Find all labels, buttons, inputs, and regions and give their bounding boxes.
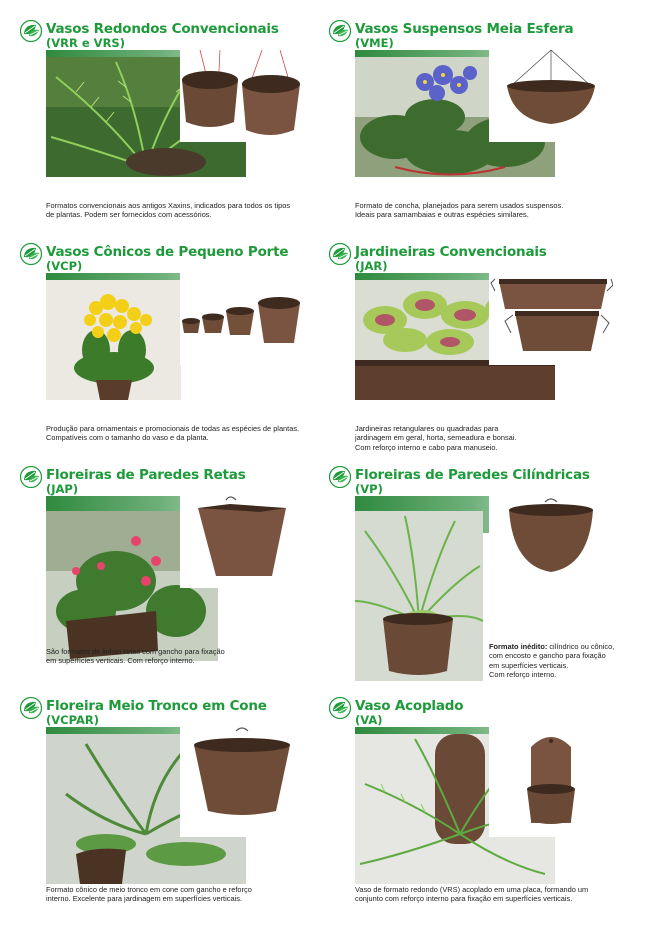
product-photo-cylindrical-wall-planter (489, 496, 613, 588)
product-title: Vaso Acoplado (355, 698, 464, 714)
product-card-vme (355, 20, 647, 230)
product-title: Floreiras de Paredes Retas (46, 467, 246, 483)
leaf-logo-icon (329, 466, 351, 488)
product-description: Vaso de formato redondo (VRS) acoplado em uma placa, formando um conjunto com reforço interno para fixação em superfícies verticais. (355, 885, 589, 904)
product-code: (VP) (355, 482, 383, 496)
product-card-va (355, 697, 647, 907)
product-code: (VCP) (46, 259, 83, 273)
product-photo-hanging-bowl (489, 50, 613, 142)
leaf-logo-icon (20, 243, 42, 265)
leaf-logo-icon (20, 697, 42, 719)
product-photo-round-pots (180, 50, 304, 142)
product-card-vrr (46, 20, 346, 230)
product-description: Formato inédito: cilíndrico ou cônico, com encosto e gancho para fixação em superfícies verticais. Com reforço interno. (489, 642, 615, 679)
product-description: Jardineiras retangulares ou quadradas para jardinagem em geral, horta, semeadura e bonsai. Com reforço interno e cabo para manuseio. (355, 424, 517, 452)
product-code: (VRR e VRS) (46, 36, 125, 50)
product-title: Jardineiras Convencionais (355, 244, 547, 260)
product-title: Vasos Suspensos Meia Esfera (355, 21, 574, 37)
product-code: (JAP) (46, 482, 79, 496)
leaf-logo-icon (329, 243, 351, 265)
product-code: (VA) (355, 713, 383, 727)
product-card-vcp (46, 243, 346, 453)
product-title: Floreira Meio Tronco em Cone (46, 698, 267, 714)
product-card-jar (355, 243, 647, 453)
product-card-vp (355, 466, 647, 679)
product-photo-conic-pots (180, 273, 304, 365)
product-description: Formato cônico de meio tronco em cone com gancho e reforço interno. Excelente para jardinagem em superfícies verticais. (46, 885, 252, 904)
product-card-jap (46, 466, 346, 676)
product-description: Produção para ornamentais e promocionais de todas as espécies de plantas. Compatíveis com o tamanho do vaso e da planta. (46, 424, 300, 443)
leaf-logo-icon (20, 466, 42, 488)
plant-photo-spider-plant (355, 511, 483, 681)
product-code: (JAR) (355, 259, 388, 273)
product-code: (VCPAR) (46, 713, 99, 727)
product-photo-coupled-pot (489, 727, 613, 837)
product-description: Formato de concha, planejados para serem usados suspensos. Ideais para samambaias e outras espécies similares. (355, 201, 564, 220)
product-photo-cone-wall-planter (180, 727, 304, 837)
product-title: Vasos Cônicos de Pequeno Porte (46, 244, 289, 260)
leaf-logo-icon (329, 20, 351, 42)
leaf-logo-icon (329, 697, 351, 719)
product-title: Floreiras de Paredes Cilíndricas (355, 467, 590, 483)
product-title: Vasos Redondos Convencionais (46, 21, 279, 37)
product-description: Formatos convencionais aos antigos Xaxins, indicados para todos os tipos de plantas. Podem ser fornecidos com acessórios. (46, 201, 291, 220)
desc-highlight: Formato inédito: (489, 642, 548, 651)
product-code: (VME) (355, 36, 394, 50)
product-photo-square-wall-planter (180, 496, 304, 588)
product-photo-planter-boxes (489, 273, 613, 365)
plant-photo-yellow-flowers (46, 280, 181, 400)
product-description: São formatos de linhas retas com gancho para fixação em superfícies verticais. Com reforço interno. (46, 647, 225, 666)
product-card-vcpar (46, 697, 346, 907)
leaf-logo-icon (20, 20, 42, 42)
